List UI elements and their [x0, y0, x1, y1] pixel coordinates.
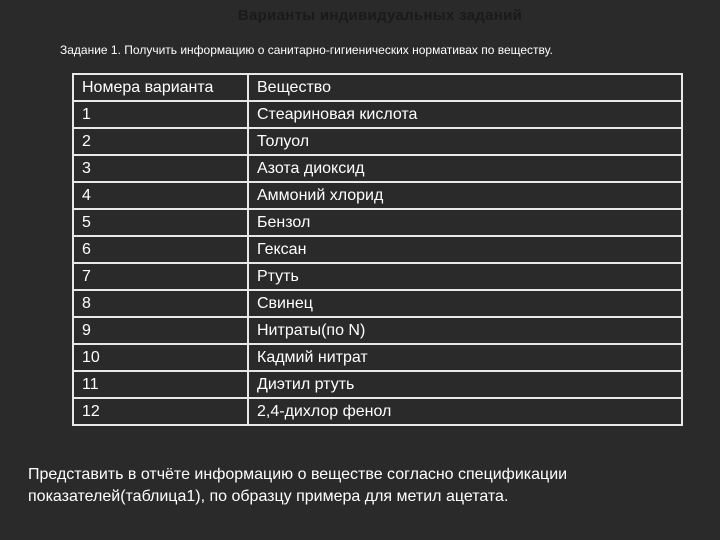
variants-table	[72, 73, 683, 426]
variant-number-cell: 10	[73, 344, 248, 371]
table-row	[73, 101, 682, 128]
table-row	[73, 317, 682, 344]
variant-number-cell: 9	[73, 317, 248, 344]
table-row	[73, 371, 682, 398]
header-variant-number: Номера варианта	[73, 74, 248, 101]
substance-cell: 2,4-дихлор фенол	[248, 398, 682, 425]
variant-number-cell: 1	[73, 101, 248, 128]
substance-cell: Стеариновая кислота	[248, 101, 682, 128]
task-description: Задание 1. Получить информацию о санитарно-гигиенических нормативах по веществу.	[60, 43, 553, 57]
table-row	[73, 398, 682, 425]
table-row	[73, 344, 682, 371]
table-header-row	[73, 74, 682, 101]
table-row	[73, 236, 682, 263]
table-row	[73, 209, 682, 236]
variant-number-cell: 6	[73, 236, 248, 263]
variant-number-cell: 5	[73, 209, 248, 236]
report-instructions-line-2: показателей(таблица1), по образцу примера для метил ацетата.	[28, 488, 509, 505]
table-row	[73, 290, 682, 317]
report-instructions-line-1: Представить в отчёте информацию о веществе согласно спецификации	[28, 466, 568, 483]
substance-cell: Бензол	[248, 209, 682, 236]
variant-number-cell: 2	[73, 128, 248, 155]
substance-cell: Кадмий нитрат	[248, 344, 682, 371]
table-row	[73, 155, 682, 182]
substance-cell: Гексан	[248, 236, 682, 263]
substance-cell: Диэтил ртуть	[248, 371, 682, 398]
substance-cell: Толуол	[248, 128, 682, 155]
variant-number-cell: 11	[73, 371, 248, 398]
substance-cell: Свинец	[248, 290, 682, 317]
substance-cell: Нитраты(по N)	[248, 317, 682, 344]
substance-cell: Ртуть	[248, 263, 682, 290]
table-row	[73, 263, 682, 290]
substance-cell: Азота диоксид	[248, 155, 682, 182]
variant-number-cell: 3	[73, 155, 248, 182]
variant-number-cell: 8	[73, 290, 248, 317]
variant-number-cell: 12	[73, 398, 248, 425]
table-row	[73, 182, 682, 209]
variant-number-cell: 7	[73, 263, 248, 290]
substance-cell: Аммоний хлорид	[248, 182, 682, 209]
report-instructions	[28, 464, 708, 508]
slide-title: Варианты индивидуальных заданий	[237, 7, 523, 24]
table-row	[73, 128, 682, 155]
variant-number-cell: 4	[73, 182, 248, 209]
header-substance: Вещество	[248, 74, 682, 101]
